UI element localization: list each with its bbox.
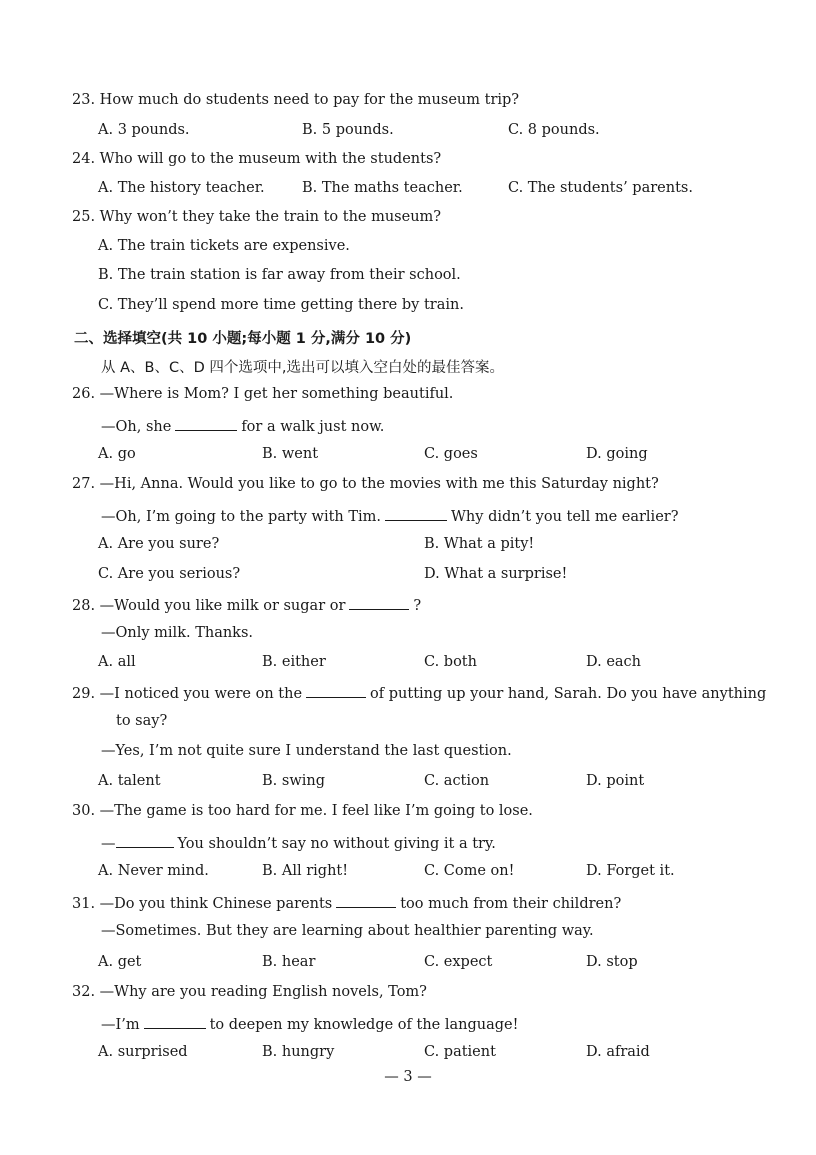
question-32-line1: 32. —Why are you reading English novels, Tom? [72, 984, 427, 1000]
question-29-line1-continued: to say? [116, 713, 168, 729]
q28-option-b: B. either [262, 654, 326, 670]
q27-text-after-blank: Why didn’t you tell me earlier? [451, 509, 679, 525]
q28-option-d: D. each [586, 654, 642, 670]
answer-blank [349, 595, 409, 610]
q32-option-b: B. hungry [262, 1044, 335, 1060]
question-31-line1 [72, 893, 621, 912]
q29-text-before-blank: 29. —I noticed you were on the [72, 686, 303, 702]
question-28-line1 [72, 595, 421, 614]
q32-option-c: C. patient [424, 1044, 496, 1060]
section-title: 二、选择填空(共 10 小题;每小题 1 分,满分 10 分) [74, 331, 412, 347]
q24-option-b: B. The maths teacher. [302, 180, 463, 196]
q27-text-before-blank: —Oh, I’m going to the party with Tim. [101, 509, 382, 525]
q28-option-a: A. all [98, 654, 136, 670]
question-26-line1: 26. —Where is Mom? I get her something beautiful. [72, 386, 454, 402]
q25-option-c: C. They’ll spend more time getting there by train. [98, 297, 464, 313]
q30-text-after-blank: You shouldn’t say no without giving it a try. [177, 836, 496, 852]
question-30-line1: 30. —The game is too hard for me. I feel like I’m going to lose. [72, 803, 533, 819]
q23-option-b: B. 5 pounds. [302, 122, 394, 138]
answer-blank [116, 833, 174, 848]
q31-option-a: A. get [98, 954, 142, 970]
q26-option-c: C. goes [424, 446, 478, 462]
answer-blank [385, 506, 447, 521]
q27-option-c: C. Are you serious? [98, 566, 241, 582]
q26-text-before-blank: —Oh, she [101, 419, 172, 435]
question-23-stem: 23. How much do students need to pay for the museum trip? [72, 92, 520, 108]
question-27-line2 [101, 506, 678, 525]
q30-option-a: A. Never mind. [98, 863, 209, 879]
q26-option-b: B. went [262, 446, 319, 462]
q23-option-c: C. 8 pounds. [508, 122, 600, 138]
q27-option-b: B. What a pity! [424, 536, 535, 552]
question-29-line1 [72, 683, 766, 702]
q23-option-a: A. 3 pounds. [98, 122, 190, 138]
q31-option-c: C. expect [424, 954, 493, 970]
page-number: — 3 — [384, 1069, 432, 1085]
q25-option-b: B. The train station is far away from their school. [98, 267, 461, 283]
answer-blank [144, 1014, 206, 1029]
q26-option-a: A. go [98, 446, 136, 462]
q32-text-before-blank: —I’m [101, 1017, 140, 1033]
q30-option-c: C. Come on! [424, 863, 515, 879]
question-32-line2 [101, 1014, 518, 1033]
question-24-stem: 24. Who will go to the museum with the students? [72, 151, 442, 167]
answer-blank [336, 893, 396, 908]
q24-option-c: C. The students’ parents. [508, 180, 693, 196]
question-25-stem: 25. Why won’t they take the train to the museum? [72, 209, 442, 225]
q29-option-b: B. swing [262, 773, 325, 789]
q29-option-a: A. talent [98, 773, 161, 789]
question-31-line2: —Sometimes. But they are learning about healthier parenting way. [101, 923, 594, 939]
q28-question-mark: ? [413, 598, 422, 614]
q31-option-d: D. stop [586, 954, 638, 970]
question-30-line2 [101, 833, 496, 852]
q28-option-c: C. both [424, 654, 477, 670]
q32-option-d: D. afraid [586, 1044, 650, 1060]
q32-option-a: A. surprised [98, 1044, 188, 1060]
q26-option-d: D. going [586, 446, 648, 462]
q27-option-d: D. What a surprise! [424, 566, 568, 582]
q29-option-c: C. action [424, 773, 490, 789]
q30-option-b: B. All right! [262, 863, 349, 879]
q31-option-b: B. hear [262, 954, 316, 970]
q26-text-after-blank: for a walk just now. [241, 419, 385, 435]
q29-option-d: D. point [586, 773, 645, 789]
q28-text-before-blank: 28. —Would you like milk or sugar or [72, 598, 346, 614]
question-28-line2: —Only milk. Thanks. [101, 625, 254, 641]
q29-text-after-blank: of putting up your hand, Sarah. Do you have anything [370, 686, 767, 702]
q32-text-after-blank: to deepen my knowledge of the language! [209, 1017, 519, 1033]
question-26-line2 [101, 416, 384, 435]
answer-blank [175, 416, 237, 431]
q31-text-after-blank: too much from their children? [400, 896, 622, 912]
q30-dash: — [101, 836, 116, 852]
q24-option-a: A. The history teacher. [98, 180, 265, 196]
section-instruction: 从 A、B、C、D 四个选项中,选出可以填入空白处的最佳答案。 [101, 360, 504, 376]
q31-text-before-blank: 31. —Do you think Chinese parents [72, 896, 333, 912]
answer-blank [306, 683, 366, 698]
question-27-line1: 27. —Hi, Anna. Would you like to go to the movies with me this Saturday night? [72, 476, 659, 492]
question-29-line2: —Yes, I’m not quite sure I understand the last question. [101, 743, 512, 759]
q30-option-d: D. Forget it. [586, 863, 675, 879]
q25-option-a: A. The train tickets are expensive. [98, 238, 350, 254]
q27-option-a: A. Are you sure? [98, 536, 220, 552]
